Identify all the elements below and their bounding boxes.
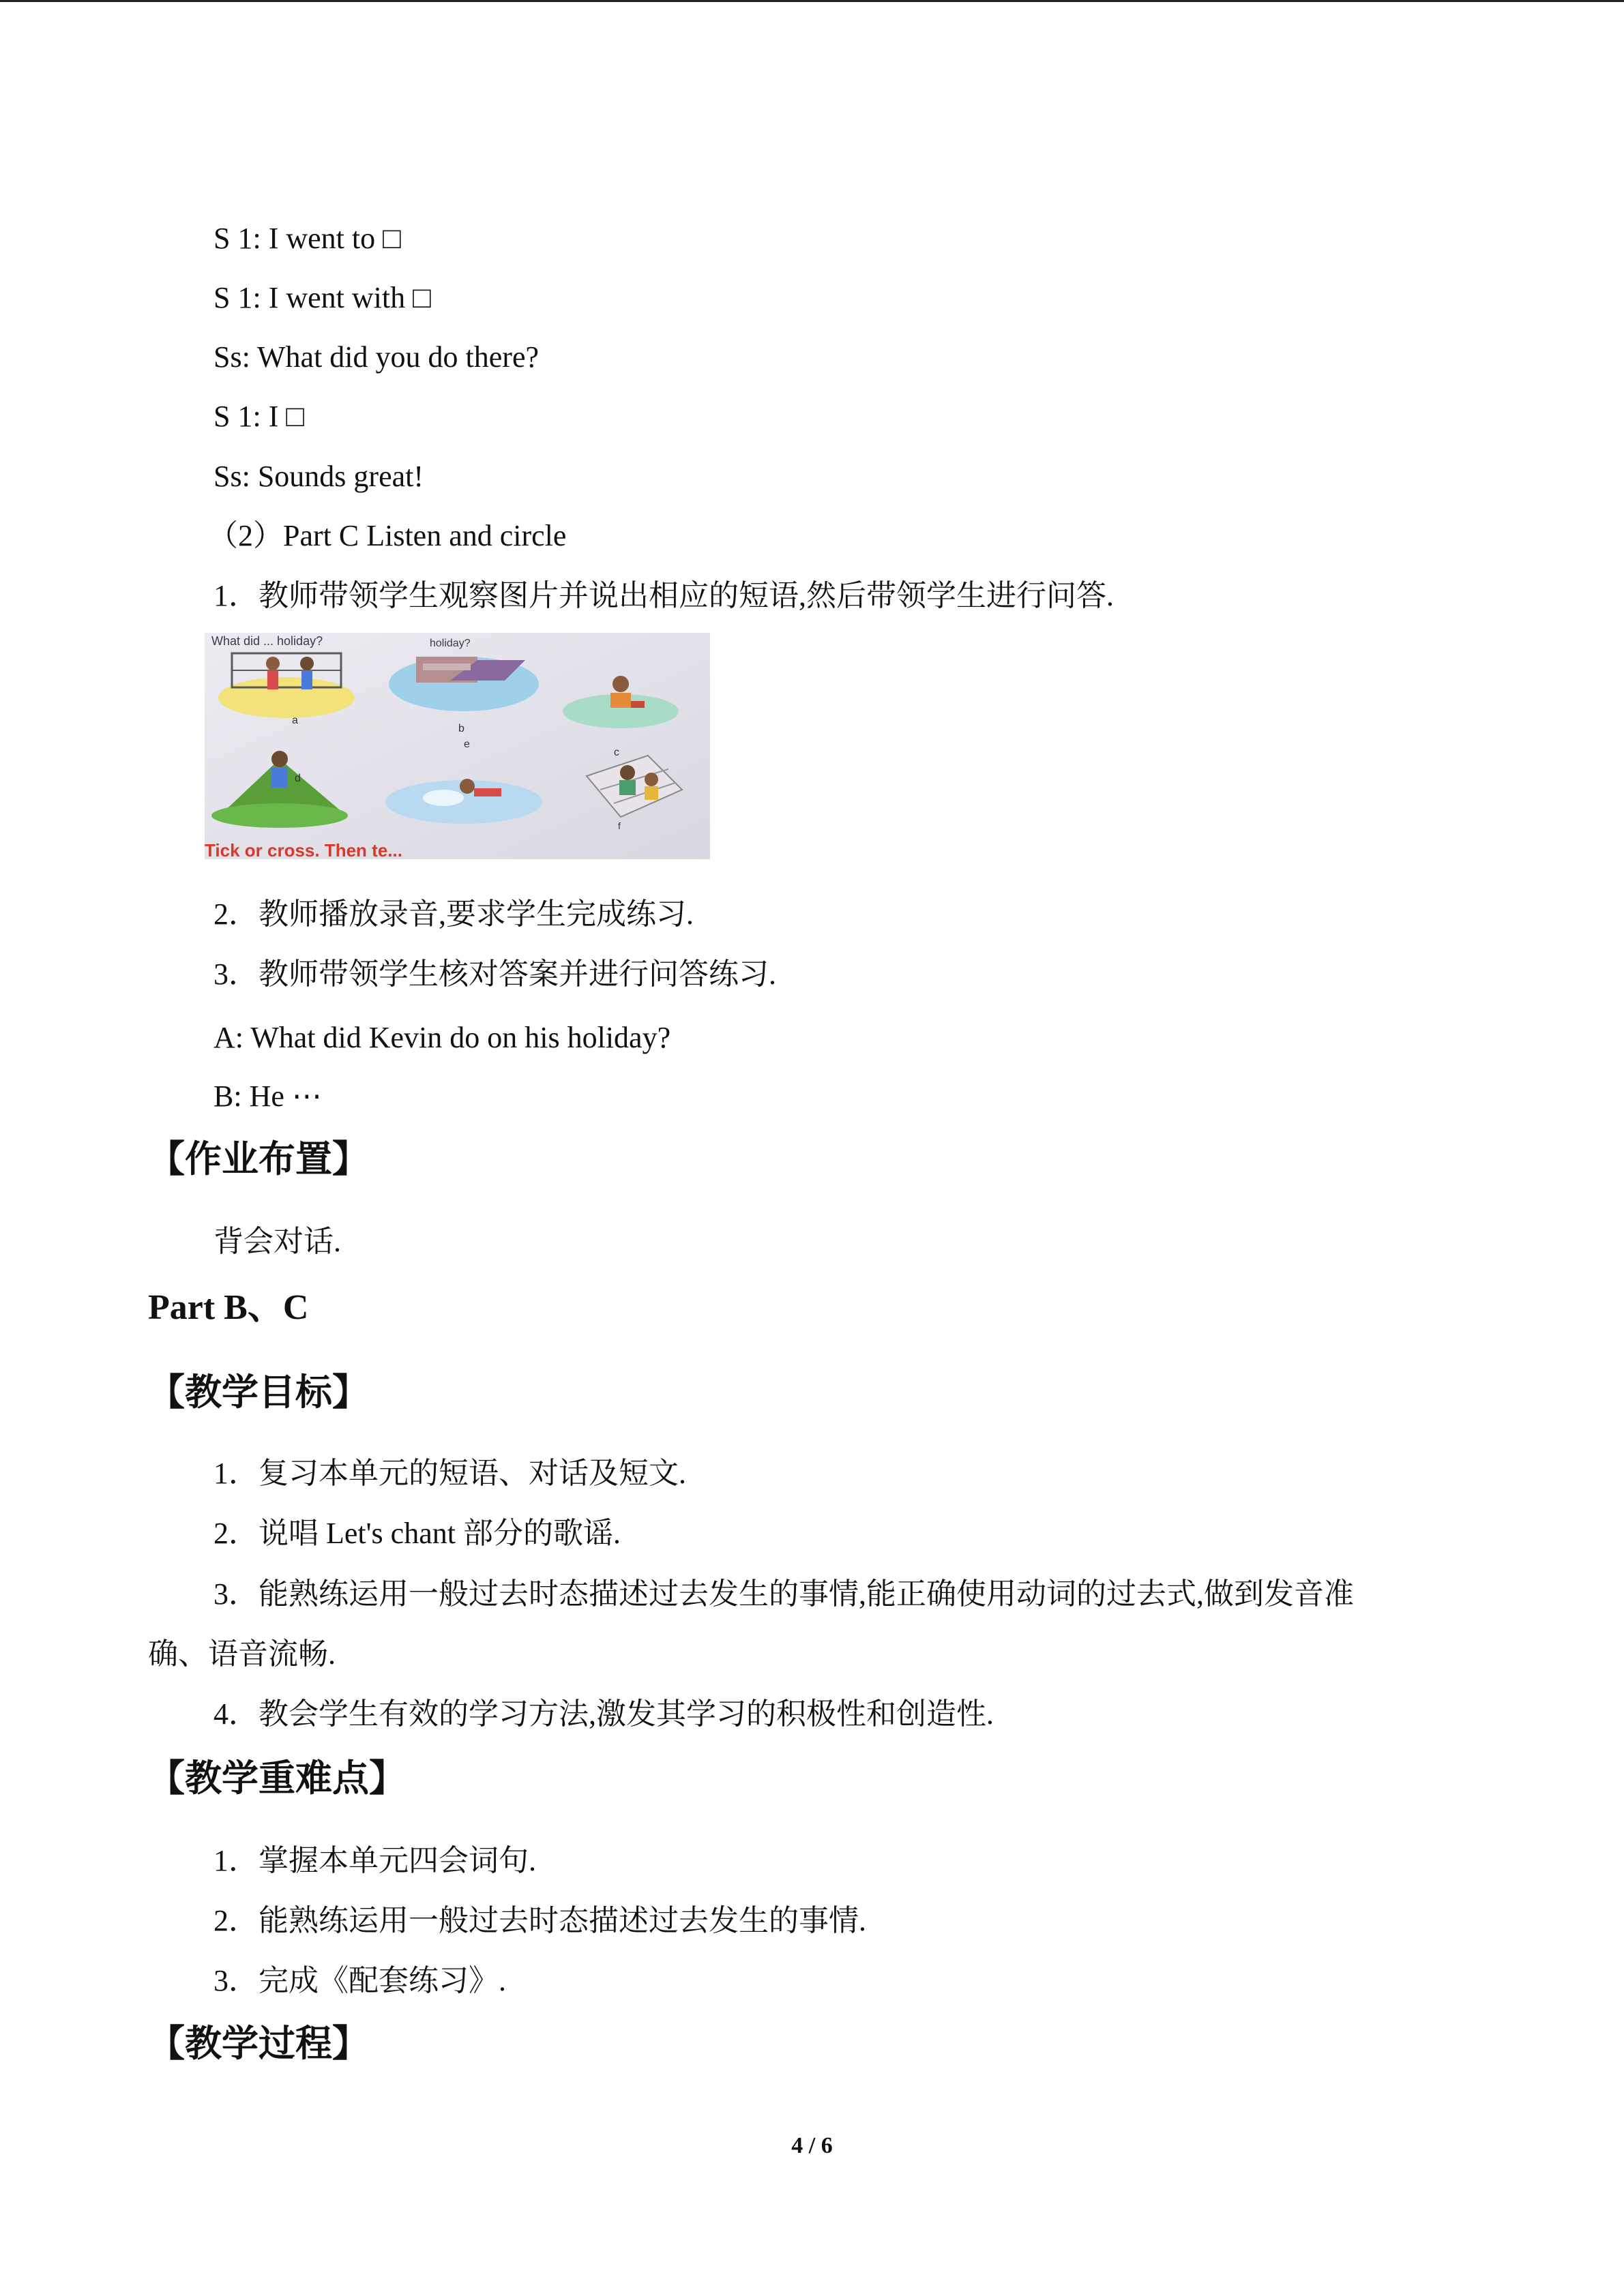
section-heading-objectives: 【教学目标】 <box>148 1371 369 1414</box>
objective-item: 4．教会学生有效的学习方法,激发其学习的积极性和创造性. <box>213 1697 994 1731</box>
dialogue-line: S 1: I went with □ <box>213 281 431 314</box>
top-border-line <box>0 0 1624 2</box>
section-heading-key-points: 【教学重难点】 <box>148 1757 406 1800</box>
scene-label-f: f <box>618 820 621 831</box>
key-point-item: 2．能熟练运用一般过去时态描述过去发生的事情. <box>213 1904 866 1937</box>
scene-label-a: a <box>292 715 298 726</box>
objective-item-continuation: 确、语音流畅. <box>148 1637 336 1671</box>
page-number: 4 / 6 <box>791 2133 833 2158</box>
dialogue-line: S 1: I □ <box>213 400 304 433</box>
svg-text:holiday?: holiday? <box>430 638 471 649</box>
qa-line: A: What did Kevin do on his holiday? <box>213 1021 671 1054</box>
objective-item: 3．能熟练运用一般过去时态描述过去发生的事情,能正确使用动词的过去式,做到发音准 <box>213 1577 1354 1611</box>
step-item: 2．教师播放录音,要求学生完成练习. <box>213 897 694 931</box>
textbook-illustration <box>205 633 710 859</box>
illustration-footer-text: Tick or cross. Then te... <box>205 840 402 859</box>
objective-item: 1．复习本单元的短语、对话及短文. <box>213 1457 686 1490</box>
step-item: 1．教师带领学生观察图片并说出相应的短语,然后带领学生进行问答. <box>213 579 1114 612</box>
illustration-header-text: What did ... holiday? <box>211 634 323 648</box>
dialogue-line: S 1: I went to □ <box>213 222 401 255</box>
scene-label-d: d <box>295 773 301 784</box>
step-item: 3．教师带领学生核对答案并进行问答练习. <box>213 957 776 991</box>
homework-text: 背会对话. <box>213 1225 341 1258</box>
key-point-item: 3．完成《配套练习》. <box>213 1964 506 1997</box>
part-c-subheading: （2）Part C Listen and circle <box>208 519 567 552</box>
part-title: Part B、C <box>148 1288 309 1327</box>
section-heading-homework: 【作业布置】 <box>148 1137 369 1180</box>
scene-label-b: b <box>458 723 464 734</box>
scene-label-e: e <box>464 739 470 750</box>
illustration-drawing <box>205 633 710 859</box>
qa-line: B: He ⋯ <box>213 1079 322 1113</box>
dialogue-line: Ss: Sounds great! <box>213 460 424 493</box>
key-point-item: 1．掌握本单元四会词句. <box>213 1844 536 1877</box>
scene-label-c: c <box>614 747 619 758</box>
objective-item: 2．说唱 Let's chant 部分的歌谣. <box>213 1517 621 1550</box>
section-heading-process: 【教学过程】 <box>148 2022 369 2065</box>
dialogue-line: Ss: What did you do there? <box>213 340 539 374</box>
